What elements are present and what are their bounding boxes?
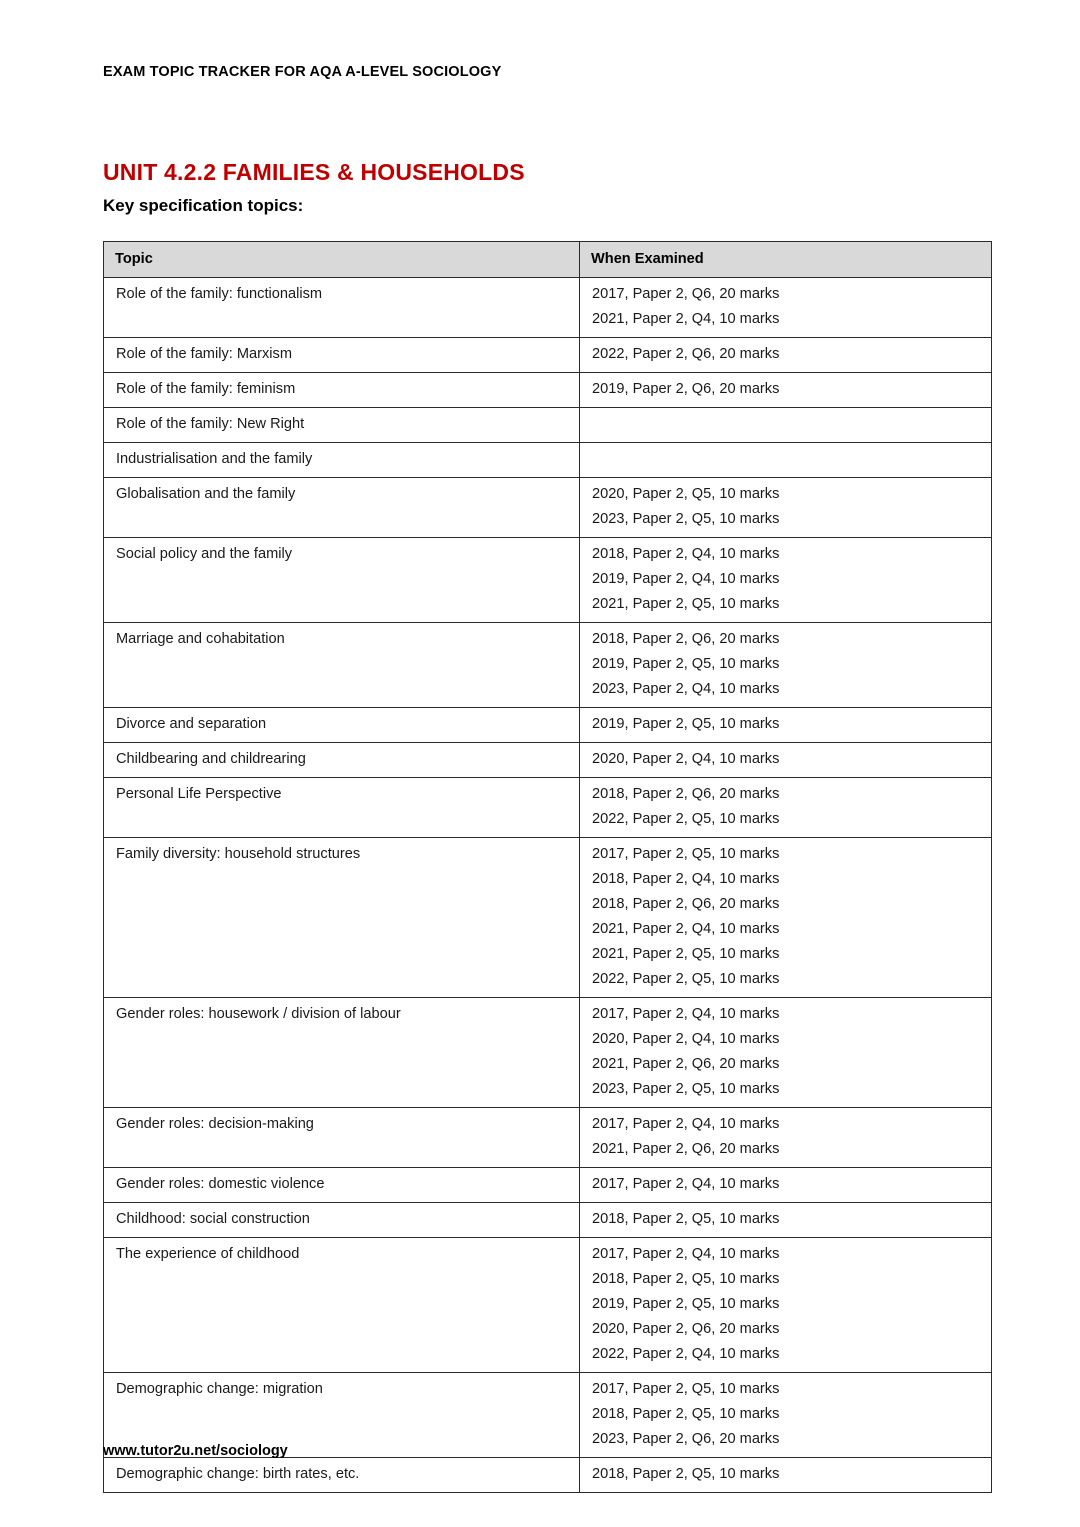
exam-entry: 2018, Paper 2, Q4, 10 marks: [592, 871, 780, 887]
topic-cell: Childhood: social construction: [104, 1203, 580, 1238]
exam-entry: 2017, Paper 2, Q4, 10 marks: [592, 1006, 780, 1022]
exam-entry: 2022, Paper 2, Q5, 10 marks: [592, 811, 780, 827]
exam-entry: 2022, Paper 2, Q4, 10 marks: [592, 1346, 780, 1362]
exam-entry: 2019, Paper 2, Q5, 10 marks: [592, 716, 780, 732]
when-examined-cell: [580, 1168, 992, 1203]
topic-cell: Gender roles: housework / division of labour: [104, 998, 580, 1108]
exam-entry: 2018, Paper 2, Q5, 10 marks: [592, 1211, 780, 1227]
topic-tracker-table: [103, 241, 992, 1493]
table-row: [104, 743, 992, 778]
exam-entry: 2021, Paper 2, Q4, 10 marks: [592, 921, 780, 937]
document-header: EXAM TOPIC TRACKER FOR AQA A-LEVEL SOCIOLOGY: [103, 64, 502, 80]
topic-cell: Industrialisation and the family: [104, 443, 580, 478]
topic-tracker-table-container: [103, 241, 991, 1493]
topic-cell: Gender roles: decision-making: [104, 1108, 580, 1168]
when-examined-cell: [580, 538, 992, 623]
exam-entry: 2020, Paper 2, Q6, 20 marks: [592, 1321, 780, 1337]
table-row: [104, 998, 992, 1108]
table-row: [104, 538, 992, 623]
table-row: [104, 1458, 992, 1493]
topic-cell: Role of the family: New Right: [104, 408, 580, 443]
table-header-row: [104, 242, 992, 278]
when-examined-cell: [580, 478, 992, 538]
table-row: [104, 1203, 992, 1238]
exam-entry: 2017, Paper 2, Q5, 10 marks: [592, 846, 780, 862]
table-row: [104, 443, 992, 478]
when-examined-cell: [580, 1373, 992, 1458]
exam-entry: 2020, Paper 2, Q4, 10 marks: [592, 1031, 780, 1047]
exam-entry: 2019, Paper 2, Q5, 10 marks: [592, 656, 780, 672]
when-examined-cell: [580, 1203, 992, 1238]
topic-cell: Role of the family: Marxism: [104, 338, 580, 373]
topic-cell: Divorce and separation: [104, 708, 580, 743]
topic-cell: Gender roles: domestic violence: [104, 1168, 580, 1203]
exam-entry: 2021, Paper 2, Q5, 10 marks: [592, 596, 780, 612]
topic-cell: Role of the family: functionalism: [104, 278, 580, 338]
exam-entry: 2018, Paper 2, Q5, 10 marks: [592, 1406, 780, 1422]
table-header: [104, 242, 992, 278]
when-examined-cell: [580, 278, 992, 338]
topic-cell: Demographic change: migration: [104, 1373, 580, 1458]
exam-entry: 2018, Paper 2, Q5, 10 marks: [592, 1466, 780, 1482]
when-examined-cell: [580, 1238, 992, 1373]
topic-cell: Marriage and cohabitation: [104, 623, 580, 708]
exam-entry: 2019, Paper 2, Q6, 20 marks: [592, 381, 780, 397]
when-examined-cell: [580, 443, 992, 478]
topic-cell: Globalisation and the family: [104, 478, 580, 538]
when-examined-cell: [580, 338, 992, 373]
exam-entry: 2023, Paper 2, Q6, 20 marks: [592, 1431, 780, 1447]
exam-entry: 2021, Paper 2, Q4, 10 marks: [592, 311, 780, 327]
topic-cell: Demographic change: birth rates, etc.: [104, 1458, 580, 1493]
exam-entry: 2017, Paper 2, Q4, 10 marks: [592, 1176, 780, 1192]
when-examined-cell: [580, 708, 992, 743]
column-header-when-examined: When Examined: [580, 242, 992, 278]
when-examined-cell: [580, 623, 992, 708]
table-row: [104, 708, 992, 743]
table-row: [104, 478, 992, 538]
table-row: [104, 623, 992, 708]
exam-entry: 2018, Paper 2, Q5, 10 marks: [592, 1271, 780, 1287]
topic-cell: Childbearing and childrearing: [104, 743, 580, 778]
section-subtitle: Key specification topics:: [103, 196, 304, 215]
table-body: [104, 278, 992, 1493]
when-examined-cell: [580, 373, 992, 408]
topic-cell: The experience of childhood: [104, 1238, 580, 1373]
table-row: [104, 1238, 992, 1373]
table-row: [104, 338, 992, 373]
exam-entry: 2023, Paper 2, Q4, 10 marks: [592, 681, 780, 697]
when-examined-cell: [580, 1458, 992, 1493]
table-row: [104, 1108, 992, 1168]
topic-cell: Role of the family: feminism: [104, 373, 580, 408]
when-examined-cell: [580, 408, 992, 443]
when-examined-cell: [580, 743, 992, 778]
exam-entry: 2022, Paper 2, Q6, 20 marks: [592, 346, 780, 362]
table-row: [104, 278, 992, 338]
footer-url: www.tutor2u.net/sociology: [103, 1443, 288, 1459]
exam-entry: 2018, Paper 2, Q6, 20 marks: [592, 631, 780, 647]
topic-cell: Personal Life Perspective: [104, 778, 580, 838]
table-row: [104, 1168, 992, 1203]
exam-entry: 2021, Paper 2, Q5, 10 marks: [592, 946, 780, 962]
exam-entry: 2020, Paper 2, Q4, 10 marks: [592, 751, 780, 767]
exam-entry: 2018, Paper 2, Q6, 20 marks: [592, 896, 780, 912]
exam-entry: 2022, Paper 2, Q5, 10 marks: [592, 971, 780, 987]
topic-cell: Social policy and the family: [104, 538, 580, 623]
when-examined-cell: [580, 1108, 992, 1168]
exam-entry: 2017, Paper 2, Q5, 10 marks: [592, 1381, 780, 1397]
exam-entry: 2017, Paper 2, Q6, 20 marks: [592, 286, 780, 302]
when-examined-cell: [580, 998, 992, 1108]
exam-entry: 2017, Paper 2, Q4, 10 marks: [592, 1116, 780, 1132]
exam-entry: 2019, Paper 2, Q4, 10 marks: [592, 571, 780, 587]
exam-entry: 2018, Paper 2, Q6, 20 marks: [592, 786, 780, 802]
exam-entry: 2021, Paper 2, Q6, 20 marks: [592, 1141, 780, 1157]
exam-entry: 2017, Paper 2, Q4, 10 marks: [592, 1246, 780, 1262]
when-examined-cell: [580, 778, 992, 838]
topic-cell: Family diversity: household structures: [104, 838, 580, 998]
exam-entry: 2023, Paper 2, Q5, 10 marks: [592, 511, 780, 527]
exam-entry: 2020, Paper 2, Q5, 10 marks: [592, 486, 780, 502]
exam-entry: 2023, Paper 2, Q5, 10 marks: [592, 1081, 780, 1097]
column-header-topic: Topic: [104, 242, 580, 278]
exam-entry: 2018, Paper 2, Q4, 10 marks: [592, 546, 780, 562]
table-row: [104, 373, 992, 408]
exam-entry: 2021, Paper 2, Q6, 20 marks: [592, 1056, 780, 1072]
page-title: UNIT 4.2.2 FAMILIES & HOUSEHOLDS: [103, 159, 525, 186]
table-row: [104, 778, 992, 838]
table-row: [104, 408, 992, 443]
when-examined-cell: [580, 838, 992, 998]
exam-entry: 2019, Paper 2, Q5, 10 marks: [592, 1296, 780, 1312]
table-row: [104, 838, 992, 998]
